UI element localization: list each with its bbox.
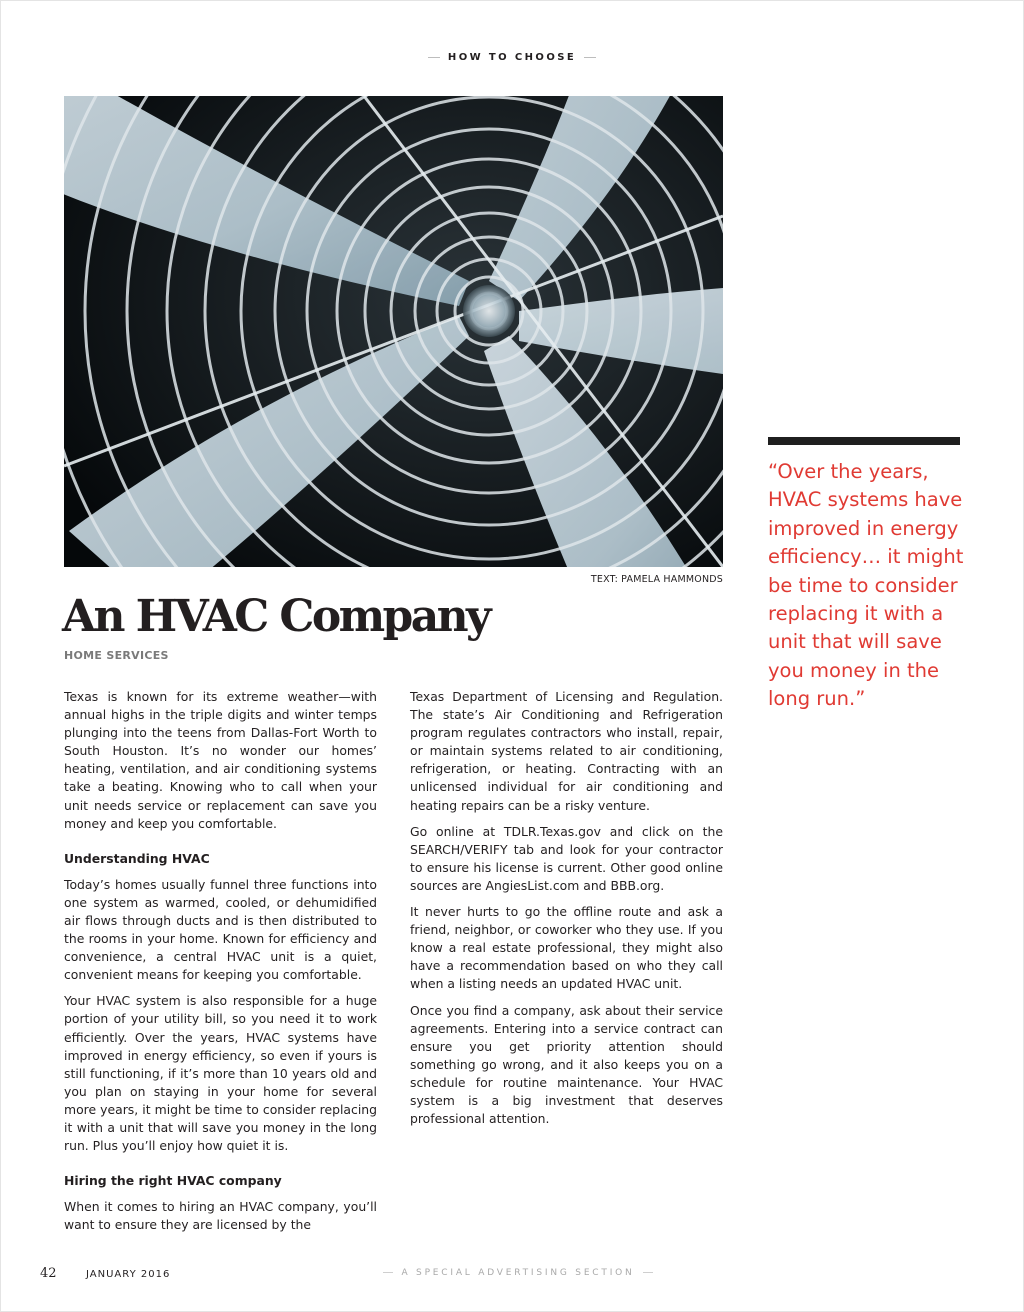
body-paragraph: Today’s homes usually funnel three functions into one system as warmed, cooled, or dehumidified air flows through ducts and is then distributed to the rooms in your home. Known for efficiency and convenience, a central HVAC unit is a quiet, convenient means for keeping you comfortable. — [64, 876, 377, 983]
article-column-left — [64, 688, 377, 1242]
page-number: 42 — [40, 1266, 57, 1281]
intro-paragraph: Texas is known for its extreme weather—with annual highs in the triple digits and winter temps plunging into the teens from Dallas-Fort Worth to South Houston. It’s no wonder our homes’ heating, ventilation, and air conditioning systems take a beating. Knowing who to call when your unit needs service or replacement can save you money and keep you comfortable. — [64, 689, 377, 831]
section-heading-hiring: Hiring the right HVAC company — [64, 1173, 282, 1189]
body-paragraph: Go online at TDLR.Texas.gov and click on the SEARCH/VERIFY tab and look for your contractor to ensure his license is current. Other good online sources are AngiesList.com and BBB.org. — [410, 823, 723, 893]
body-paragraph: When it comes to hiring an HVAC company, you’ll want to ensure they are licensed by the — [64, 1199, 377, 1233]
issue-date: JANUARY 2016 — [86, 1269, 171, 1280]
kicker-text: HOW TO CHOOSE — [447, 52, 577, 63]
pull-quote: “Over the years, HVAC systems have improved in energy efficiency… it might be time to consider replacing it with a unit that will save you money in the long run.” — [768, 460, 964, 711]
author-credit: TEXT: PAMELA HAMMONDS — [590, 574, 723, 585]
article-title: An HVAC Company — [62, 591, 489, 642]
section-heading-understanding: Understanding HVAC — [64, 850, 210, 866]
article-column-right — [410, 688, 723, 1136]
body-paragraph: Texas Department of Licensing and Regulation. The state’s Air Conditioning and Refrigeration program regulates contractors who install, repair, or maintain systems related to air conditioning, refrigeration, or heating. Contracting with an unlicensed individual for air conditioning and heating repairs can be a risky venture. — [410, 689, 723, 813]
body-paragraph: It never hurts to go the offline route and ask a friend, neighbor, or coworker who they use. If you know a real estate professional, they might also have a recommendation based on who they call when a listing needs an updated HVAC unit. — [410, 904, 723, 992]
hero-image — [64, 96, 723, 567]
fan-grille-illustration — [64, 96, 723, 567]
article-category: HOME SERVICES — [64, 649, 169, 662]
section-kicker — [0, 52, 1024, 63]
footer-section-label — [0, 1268, 1024, 1278]
body-paragraph: Once you find a company, ask about their service agreements. Entering into a service contract can ensure you get priority attention should something go wrong, and it also keeps you on a schedule for routine maintenance. Your HVAC system is a big investment that deserves professional attention. — [410, 1002, 723, 1127]
body-paragraph: Your HVAC system is also responsible for a huge portion of your utility bill, so you need it to work efficiently. Over the years, HVAC systems have improved in energy efficiency, so even if yours is still functioning, if it’s more than 10 years old and you plan on staying in your home for several more years, it might be time to consider replacing it with a unit that will save you money in the long run. Plus you’ll enjoy how quiet it is. — [64, 993, 377, 1154]
pull-quote-rule — [768, 437, 960, 445]
footer-section-text: A SPECIAL ADVERTISING SECTION — [401, 1268, 635, 1278]
